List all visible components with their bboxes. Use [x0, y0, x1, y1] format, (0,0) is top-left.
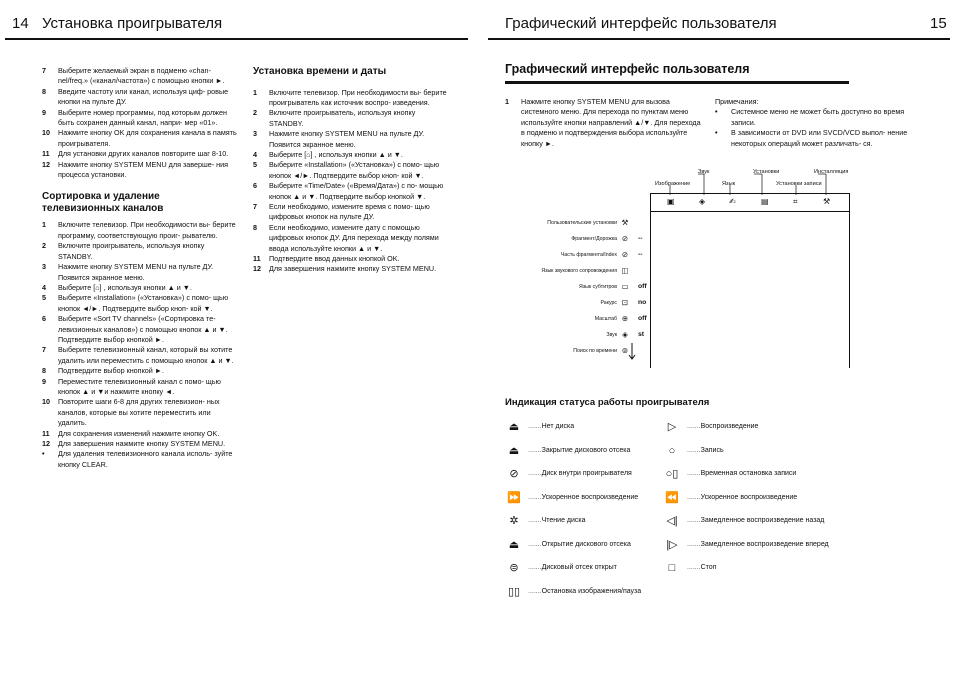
list-item — [42, 283, 239, 293]
menu-row-icon: ◈ — [622, 330, 628, 339]
list-item-text: Для завершения нажмите кнопку SYSTEM MENU. — [58, 439, 226, 448]
scroll-down-arrow-icon — [627, 343, 637, 361]
leader-dots: ....... — [687, 446, 701, 454]
status-icon: □ — [668, 562, 676, 574]
list-item-text: Подтвердите ввод данных кнопкой OK. — [269, 254, 400, 263]
list-item-text: Для сохранения изменений нажмите кнопку OK. — [58, 428, 220, 438]
menu-row-value: -- — [638, 235, 643, 242]
list-item-text: Нажмите кнопку SYSTEM MENU на пульте ДУ. Появится экранное меню. — [269, 129, 425, 149]
installation-tab-icon: ⚒ — [823, 197, 831, 206]
list-item-number: 1 — [253, 87, 257, 97]
tab-label-picture: Изображение — [655, 181, 691, 187]
status-label: Открытие дискового отсека — [541, 540, 631, 548]
status-label: Дисковый отсек открыт — [541, 564, 617, 571]
note-1: Системное меню не может быть доступно во время записи. — [731, 107, 905, 127]
list-item-text: Для завершения нажмите кнопку SYSTEM MENU. — [269, 264, 437, 274]
status-label-row — [528, 517, 586, 524]
leader-dots: ....... — [528, 493, 542, 501]
list-item — [253, 181, 450, 202]
list-item-number: 3 — [253, 129, 257, 139]
status-icon: ⏏ — [508, 444, 520, 457]
list-item — [42, 160, 239, 181]
list-item-number: 5 — [42, 293, 46, 303]
menu-row-icon: ⚒ — [621, 218, 629, 227]
list-item — [253, 264, 450, 274]
status-label: Остановка изображения/пауза — [541, 587, 642, 595]
status-label: Диск внутри проигрывателя — [541, 470, 632, 477]
list-item-number: 9 — [42, 107, 46, 117]
status-label: Ускоренное воспроизведение — [541, 493, 639, 501]
leader-dots: ....... — [528, 540, 542, 548]
leader-dots: ....... — [528, 564, 542, 571]
tab-label-sound: Звук — [698, 169, 710, 175]
leader-dots: ....... — [687, 470, 701, 477]
status-icon: ▷ — [667, 421, 677, 433]
status-icon: ⏩ — [507, 491, 521, 504]
list-item — [253, 254, 450, 264]
list-item — [42, 377, 239, 398]
list-item-text: Выберите «Sort TV channels» («Сортировка те- левизионных каналов») с помощью кнопок ▲ и ▼. Подтвердите выбор кнопкой ►. — [58, 314, 228, 344]
list-item-text: Выберите [⌂] , используя кнопки ▲ и ▼. — [58, 282, 192, 292]
status-icon: ○ — [668, 444, 676, 457]
list-item-text: Переместите телевизионный канал с помо- щью кнопок ▲ и ▼и нажмите кнопку ◄. — [58, 376, 221, 396]
list-item-number: 12 — [253, 264, 261, 274]
page-number-right: 15 — [930, 15, 947, 32]
menu-row-label: Масштаб — [594, 316, 617, 322]
menu-row-icon: ◫ — [621, 266, 629, 275]
list-item — [42, 397, 239, 428]
list-item-text: Выберите «Installation» («Установка») с помо- щью кнопок ◄/►. Подтвердите выбор кноп- кой ▼. — [58, 293, 229, 313]
list-item-text: Нажмите кнопку OK для сохранения канала в память проигрывателя. — [58, 128, 237, 148]
list-item-number: 6 — [253, 181, 257, 191]
status-label-row — [687, 564, 717, 571]
list-item-text: Нажмите кнопку SYSTEM MENU на пульте ДУ. Появится экранное меню. — [58, 262, 214, 282]
gui-step — [505, 97, 705, 149]
section-heading: Установка времени и даты — [253, 66, 387, 77]
leader-dots: ....... — [528, 517, 542, 524]
menu-row-label: Часть фрагмента/Index — [560, 252, 617, 258]
list-item — [42, 449, 239, 470]
leader-dots: ....... — [687, 493, 701, 501]
list-item-number: 7 — [253, 201, 257, 211]
status-icon: |▷ — [666, 538, 678, 551]
page-title-right: Графический интерфейс пользователя — [505, 15, 777, 32]
list-item-text: Выберите номер программы, под которым должен быть сохранен данный канал, напри- мер «01». — [58, 107, 227, 128]
list-item-text: Если необходимо, измените дату с помощью цифровых кнопок ДУ. Для перехода между полями ввода используйте кнопки ▲ и ▼. — [269, 222, 439, 253]
status-label-row — [528, 447, 630, 454]
notes-block: Примечания: • Системное меню не может быть доступно во время записи. • В зависимости от DVD или SVCD/VCD выпол- нение некоторых операций может различать- ся. — [715, 97, 915, 149]
status-label: Нет диска — [541, 423, 575, 430]
page-title-left: Установка проигрывателя — [42, 15, 223, 32]
list-item-text: Нажмите кнопку SYSTEM MENU для заверше- ния процесса установки. — [58, 159, 229, 180]
list-item-text: Выберите [⌂] , используя кнопки ▲ и ▼. — [269, 149, 403, 159]
status-label: Воспроизведение — [700, 423, 759, 430]
status-title: Индикация статуса работы проигрывателя — [505, 397, 710, 408]
menu-row-value: -- — [638, 251, 643, 258]
section-heading: Сортировка и удаление телевизионных каналов — [42, 191, 164, 214]
list-item-text: Выберите телевизионный канал, который вы хотите удалить или переместить с помощью кнопок ▲ и ▼. — [58, 345, 234, 365]
list-item-text: Повторите шаги 6-8 для других телевизион- ных каналов, которые вы хотите переместить или удалить. — [58, 397, 220, 428]
status-label: Чтение диска — [541, 517, 586, 524]
menu-row-value: no — [638, 299, 647, 306]
status-label-row — [528, 541, 631, 548]
list-item-number: 10 — [42, 128, 50, 138]
status-label-row — [687, 470, 796, 477]
list-item-text: Выберите «Installation» («Установка») с помо- щью кнопок ◄/►. Подтвердите выбор кноп- кой ▼. — [269, 160, 440, 180]
list-item-text: Выберите «Time/Date» («Время/Дата») с по- мощью кнопок ▲ и ▼. Подтвердите выбор кнопкой ▼. — [269, 181, 444, 201]
status-label-row — [528, 564, 617, 571]
list-item — [42, 87, 239, 108]
menu-row-icon: ⊘ — [621, 234, 629, 243]
list-item — [42, 66, 239, 87]
list-item — [42, 128, 239, 149]
tab-label-settings: Установки — [753, 169, 780, 175]
tab-label-language: Язык — [722, 181, 736, 187]
status-icon: ⊘ — [509, 468, 519, 480]
section-title: Графический интерфейс пользователя — [505, 62, 750, 76]
menu-row-value: off — [638, 283, 647, 290]
status-label-row — [687, 517, 824, 524]
status-icon: ⏏ — [508, 538, 520, 551]
list-item-number: 5 — [253, 160, 257, 170]
tab-label-installation: Инсталляция — [814, 169, 849, 175]
status-label: Ускоренное воспроизведение — [700, 493, 798, 501]
status-label: Запись — [700, 446, 724, 454]
leader-dots: ....... — [687, 540, 701, 548]
picture-tab-icon: ▣ — [667, 197, 675, 206]
list-item — [253, 150, 450, 160]
list-item — [42, 149, 239, 159]
list-item — [253, 160, 450, 181]
status-icon: ⊜ — [509, 562, 519, 574]
list-item-number: 12 — [42, 439, 50, 448]
list-item — [42, 439, 239, 449]
leader-dots: ....... — [687, 423, 701, 430]
status-label-row — [528, 470, 632, 477]
list-item-text: Включите телевизор. При необходимости вы- берите проигрыватель как источник воспро- изведения. — [269, 87, 447, 107]
menu-row-label: Пользовательские установки — [547, 220, 617, 226]
menu-row-value: st — [638, 331, 645, 338]
recording-tab-icon: ⌗ — [793, 197, 798, 206]
menu-row-value: off — [638, 315, 647, 322]
status-label: Временная остановка записи — [700, 470, 797, 477]
list-item-number: 1 — [42, 220, 46, 230]
notes-title: Примечания: — [715, 97, 759, 106]
leader-dots: ....... — [528, 423, 542, 430]
leader-dots: ....... — [528, 470, 542, 477]
list-item-text: Включите телевизор. При необходимости вы- берите программу, соответствующую проиг- рывателю. — [58, 220, 236, 240]
list-item — [253, 88, 450, 109]
menu-tab-strip — [651, 194, 849, 212]
title-rule — [505, 81, 849, 84]
list-item-text: Выберите желаемый экран в подменю «chan- nel/freq.» («канал/частота») с помощью кнопки ►. — [58, 66, 225, 86]
list-item — [42, 220, 239, 241]
sound-tab-icon: ◈ — [699, 197, 706, 206]
list-item — [42, 241, 239, 262]
settings-tab-icon: ▤ — [761, 197, 769, 206]
list-item — [42, 262, 239, 283]
list-item-text: Подтвердите выбор кнопкой ►. — [58, 366, 164, 376]
list-item-text: Для установки других каналов повторите шаг 8-10. — [58, 149, 229, 159]
status-label: Замедленное воспроизведение вперед — [700, 540, 829, 548]
list-item — [42, 314, 239, 345]
list-item-text: Если необходимо, измените время с помо- щью цифровых кнопок на пульте ДУ. — [269, 201, 430, 222]
status-label: Замедленное воспроизведение назад — [700, 517, 825, 524]
menu-row-label: Ракурс — [600, 300, 617, 306]
status-label-row — [528, 494, 638, 501]
menu-row-label: Поиск по времени — [573, 348, 617, 354]
list-item-text: Введите частоту или канал, используя циф- ровые кнопки на пульте ДУ. — [58, 86, 229, 107]
step-text: Нажмите кнопку SYSTEM MENU для вызова системного меню. Для перехода по пунктам меню используйте кнопки направлений ▲/▼. Для перехода в подменю и подтверждения выбора используйте кнопку ►. — [521, 97, 701, 148]
list-item-number: 10 — [42, 397, 50, 407]
list-item — [42, 429, 239, 439]
status-label-row — [687, 423, 758, 430]
list-item — [42, 366, 239, 376]
list-item-number: 7 — [42, 66, 46, 75]
status-label-row — [528, 588, 641, 595]
status-label-row — [687, 541, 829, 548]
menu-row-label: Язык звукового сопровождения — [541, 268, 617, 274]
list-item — [42, 293, 239, 314]
tab-label-recording: Установки записи — [776, 181, 822, 187]
status-label-row — [687, 494, 797, 501]
menu-row-label: Язык субтитров — [579, 284, 617, 290]
page-number-left: 14 — [12, 15, 29, 32]
status-label-row — [528, 423, 574, 430]
list-item-number: 9 — [42, 376, 46, 386]
list-item-number: 8 — [42, 86, 46, 96]
list-item-number: 6 — [42, 314, 46, 324]
status-label-row — [687, 447, 724, 454]
header-rule-right — [488, 38, 950, 40]
leader-dots: ....... — [528, 446, 542, 454]
system-menu-diagram — [650, 193, 850, 368]
step-number: 1 — [505, 97, 509, 106]
leader-dots: ....... — [528, 587, 542, 595]
list-item — [253, 129, 450, 150]
list-item-number: 12 — [42, 159, 50, 169]
list-item-text: Включите проигрыватель, используя кнопку STANDBY. — [269, 108, 416, 128]
status-icon: ⏏ — [508, 421, 520, 433]
menu-row-label: Фрагмент/Дорожка — [571, 236, 617, 242]
list-item-text: Включите проигрыватель, используя кнопку STANDBY. — [58, 241, 205, 261]
status-icon: ✲ — [509, 515, 519, 527]
list-item-number: 8 — [253, 222, 257, 232]
list-item-text: Для удаления телевизионного канала исполь- зуйте кнопку CLEAR. — [58, 449, 233, 469]
list-item-number: 4 — [42, 282, 46, 292]
list-item-number: 11 — [253, 254, 261, 263]
menu-row-icon: ⊚ — [621, 346, 629, 355]
list-item — [42, 108, 239, 129]
menu-row-icon: ⊕ — [621, 314, 629, 323]
note-2: В зависимости от DVD или SVCD/VCD выпол- нение некоторых операций может различать- ся. — [731, 128, 908, 148]
left-column — [42, 66, 239, 470]
status-icon: ⏪ — [665, 491, 679, 504]
menu-row-icon: ⊘ — [621, 250, 629, 259]
list-item-number: • — [42, 449, 45, 459]
list-item-number: 11 — [42, 428, 50, 438]
menu-row-icon: ▭ — [621, 282, 629, 291]
status-icon: ○▯ — [665, 468, 679, 480]
status-label: Стоп — [700, 564, 717, 571]
menu-row-icon: ⊡ — [621, 298, 629, 307]
list-item — [253, 223, 450, 254]
list-item-number: 2 — [253, 108, 257, 118]
list-item-number: 11 — [42, 149, 50, 159]
list-item-number: 3 — [42, 262, 46, 272]
list-item — [253, 202, 450, 223]
leader-dots: ....... — [687, 564, 701, 571]
menu-row-label: Звук — [606, 332, 617, 338]
status-icon: ◁| — [666, 515, 678, 527]
leader-dots: ....... — [687, 517, 701, 524]
list-item-number: 7 — [42, 345, 46, 355]
list-item — [42, 345, 239, 366]
status-label: Закрытие дискового отсека — [541, 446, 631, 454]
language-tab-icon: ✍ — [729, 197, 736, 206]
list-item — [253, 108, 450, 129]
list-item-number: 2 — [42, 241, 46, 251]
middle-column — [253, 66, 450, 275]
list-item-number: 8 — [42, 366, 46, 376]
list-item-number: 4 — [253, 149, 257, 159]
status-icon: ▯▯ — [507, 585, 521, 598]
header-rule-left — [5, 38, 468, 40]
